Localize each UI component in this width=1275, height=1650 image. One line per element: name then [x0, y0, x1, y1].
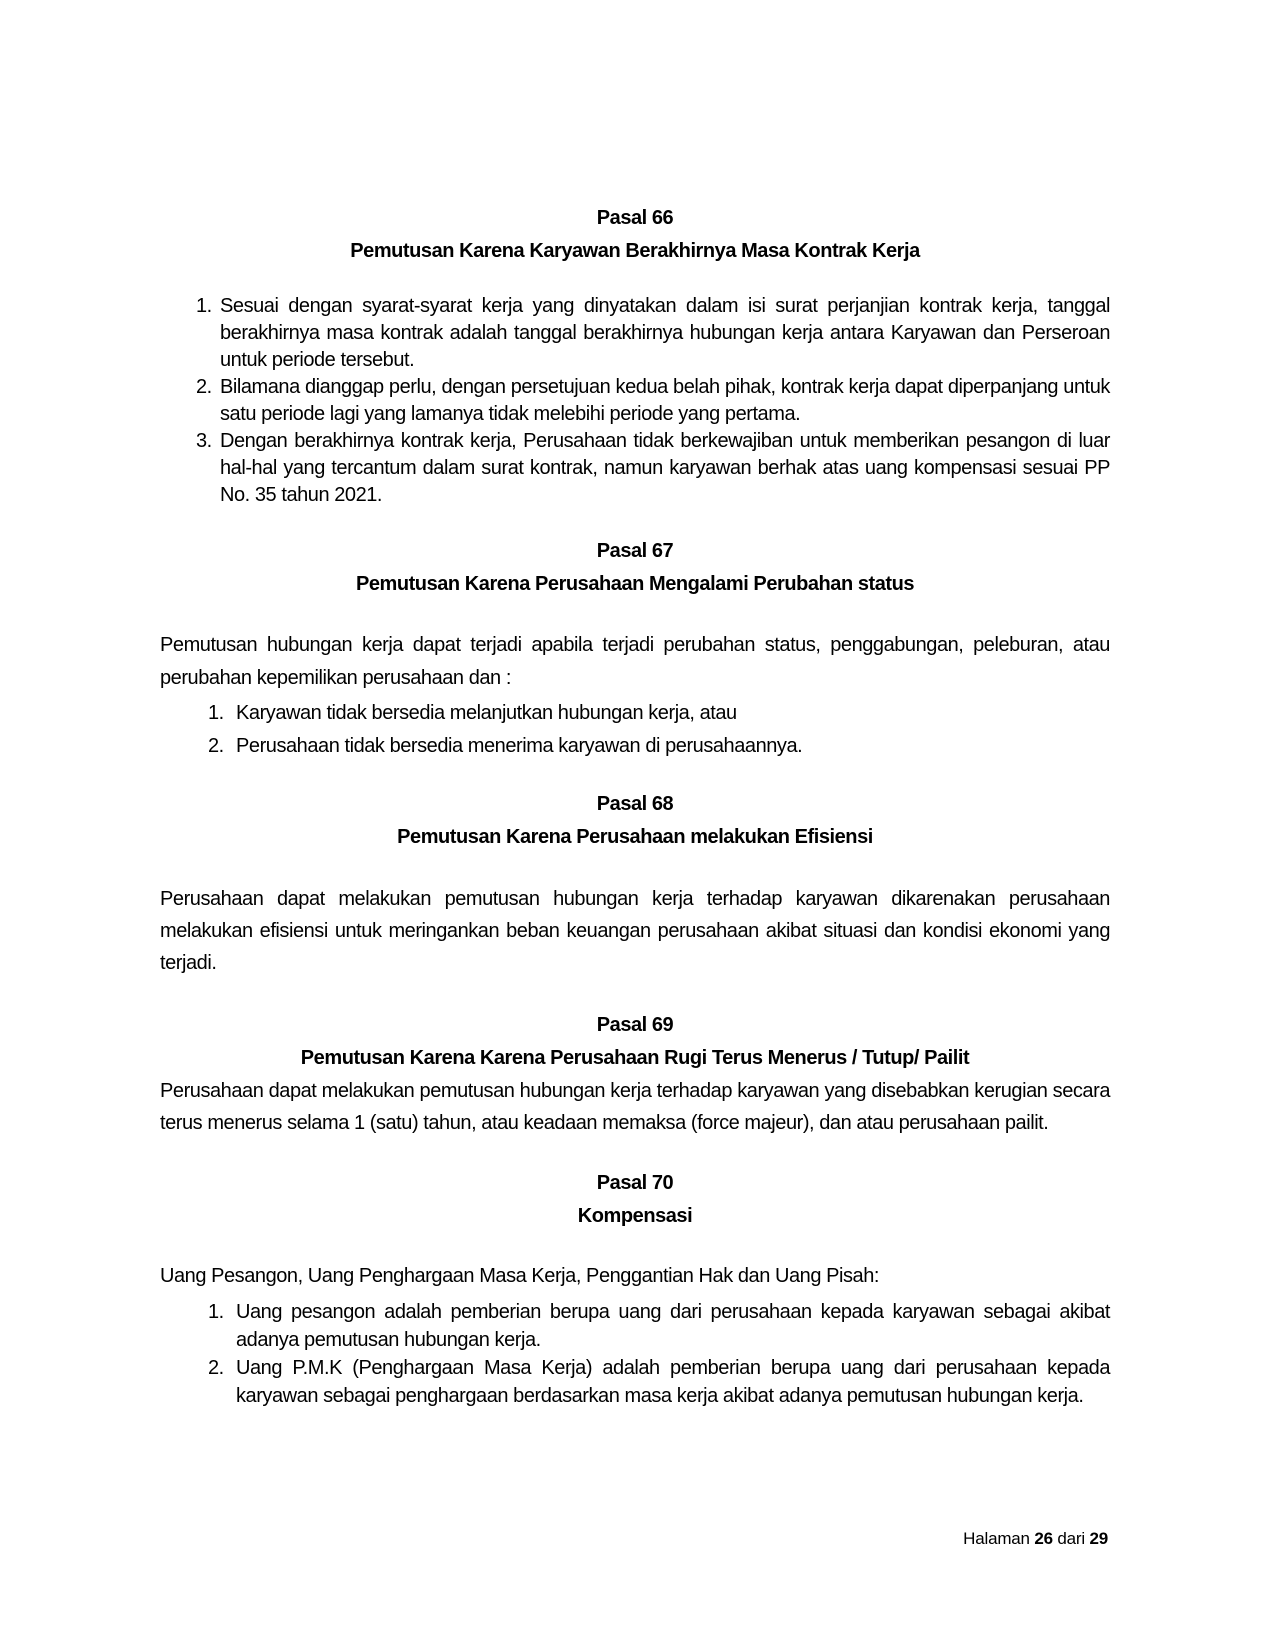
section-heading-pasal-69 [160, 1009, 1110, 1075]
pasal-title: Pemutusan Karena Karyawan Berakhirnya Masa Kontrak Kerja [350, 240, 920, 262]
numbered-list-pasal-66 [160, 293, 1110, 509]
list-item [160, 1354, 1110, 1410]
list-item-marker: 2. [208, 1357, 224, 1379]
footer-label: Halaman [963, 1529, 1030, 1548]
list-item [160, 293, 1110, 374]
footer-separator: dari [1057, 1529, 1085, 1548]
paragraph-pasal-69: Perusahaan dapat melakukan pemutusan hubungan kerja terhadap karyawan yang disebabkan kerugian secara terus menerus selama 1 (satu) tahun, atau keadaan memaksa (force majeur), dan atau perusahaan pailit. [160, 1080, 1110, 1134]
list-item-text: Uang pesangon adalah pemberian berupa uang dari perusahaan kepada karyawan sebagai akibat adanya pemutusan hubungan kerja. [236, 1301, 1110, 1351]
list-item [160, 428, 1110, 509]
pasal-number: Pasal 68 [596, 793, 674, 815]
list-item-text: Dengan berakhirnya kontrak kerja, Perusahaan tidak berkewajiban untuk memberikan pesangon di luar hal-hal yang tercantum dalam surat kontrak, namun karyawan berhak atas uang kompensasi sesuai PP No. 35 tahun 2021. [220, 430, 1110, 506]
list-item [160, 1298, 1110, 1354]
section-heading-pasal-68 [160, 788, 1110, 854]
list-item-text: Uang P.M.K (Penghargaan Masa Kerja) adalah pemberian berupa uang dari perusahaan kepada karyawan sebagai penghargaan berdasarkan masa kerja akibat adanya pemutusan hubungan kerja. [236, 1357, 1110, 1407]
footer-current-page: 26 [1034, 1529, 1053, 1548]
pasal-number: Pasal 67 [596, 540, 674, 562]
pasal-title: Pemutusan Karena Karena Perusahaan Rugi Terus Menerus / Tutup/ Pailit [300, 1047, 970, 1069]
list-item-marker: 1. [208, 702, 224, 724]
list-item-marker: 2. [208, 735, 224, 757]
list-item-text: Perusahaan tidak bersedia menerima karyawan di perusahaannya. [236, 735, 803, 757]
list-item-marker: 1. [208, 1301, 224, 1323]
paragraph-pasal-70: Uang Pesangon, Uang Penghargaan Masa Kerja, Penggantian Hak dan Uang Pisah: [160, 1265, 879, 1287]
list-item-marker: 1. [196, 295, 212, 317]
section-heading-pasal-70 [160, 1167, 1110, 1233]
section-heading-pasal-67 [160, 535, 1110, 601]
list-item [160, 730, 1110, 763]
list-item-marker: 3. [196, 430, 212, 452]
pasal-number: Pasal 66 [596, 207, 674, 229]
section-heading-pasal-66 [160, 0, 1110, 268]
paragraph-pasal-67: Pemutusan hubungan kerja dapat terjadi apabila terjadi perubahan status, penggabungan, peleburan, atau perubahan kepemilikan perusahaan dan : [160, 634, 1110, 689]
numbered-list-pasal-67 [160, 697, 1110, 763]
paragraph-pasal-68: Perusahaan dapat melakukan pemutusan hubungan kerja terhadap karyawan dikarenakan perusahaan melakukan efisiensi untuk meringankan beban keuangan perusahaan akibat situasi dan kondisi ekonomi yang terjadi. [160, 888, 1110, 974]
list-item-text: Bilamana dianggap perlu, dengan persetujuan kedua belah pihak, kontrak kerja dapat diperpanjang untuk satu periode lagi yang lamanya tidak melebihi periode yang pertama. [220, 376, 1110, 425]
pasal-number: Pasal 70 [596, 1172, 674, 1194]
list-item-text: Karyawan tidak bersedia melanjutkan hubungan kerja, atau [236, 702, 737, 724]
pasal-title: Pemutusan Karena Perusahaan Mengalami Perubahan status [355, 573, 915, 595]
page-footer [963, 1529, 1108, 1549]
numbered-list-pasal-70 [160, 1298, 1110, 1410]
footer-total-pages: 29 [1089, 1529, 1108, 1548]
list-item-marker: 2. [196, 376, 212, 398]
list-item [160, 374, 1110, 428]
list-item-text: Sesuai dengan syarat-syarat kerja yang dinyatakan dalam isi surat perjanjian kontrak kerja, tanggal berakhirnya masa kontrak adalah tanggal berakhirnya hubungan kerja antara Karyawan dan Perseroan untuk periode tersebut. [220, 295, 1110, 371]
list-item [160, 697, 1110, 730]
pasal-number: Pasal 69 [596, 1014, 674, 1036]
pasal-title: Kompensasi [577, 1205, 693, 1227]
page-content [160, 0, 1110, 1410]
pasal-title: Pemutusan Karena Perusahaan melakukan Efisiensi [397, 826, 873, 848]
